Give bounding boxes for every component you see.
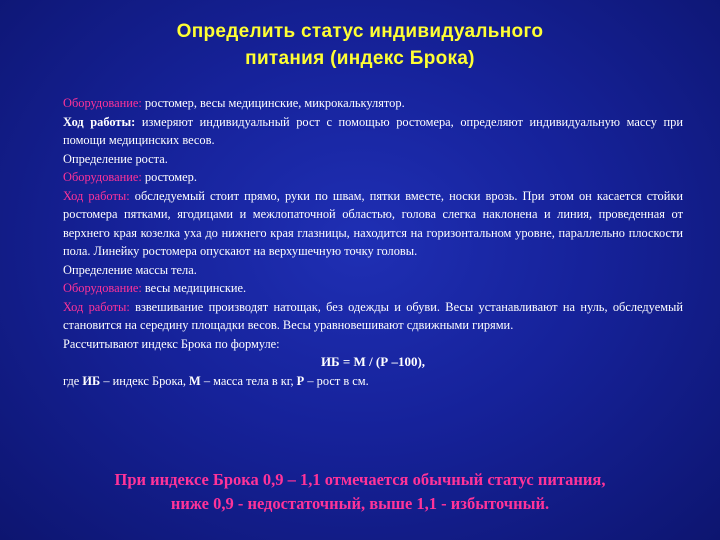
- conclusion-line-1: При индексе Брока 0,9 – 1,1 отмечается обычный статус питания,: [114, 470, 606, 489]
- procedure-label: Ход работы:: [63, 114, 136, 129]
- procedure-height: [63, 187, 683, 261]
- procedure-text: обследуемый стоит прямо, руки по швам, пятки вместе, носки врозь. При этом он касается стойки ростомера пятками, ягодицами и межлопаточной областью, голова слегка наклонена и линия, проведенная от верхнего края козелка уха до нижнего края глазницы, находится на горизонтальном уровне, параллельно плоскости пола. Линейку ростомера опускают на верхушечную точку головы.: [63, 188, 683, 258]
- equipment-text: ростомер, весы медицинские, микрокалькулятор.: [141, 96, 405, 110]
- legend-r-text: – рост в см.: [304, 373, 369, 388]
- height-heading: Определение роста.: [63, 151, 168, 166]
- formula-legend: [63, 372, 683, 391]
- equipment-text: ростомер.: [141, 170, 197, 184]
- procedure-general: [63, 113, 683, 150]
- procedure-label: Ход работы:: [63, 299, 130, 314]
- conclusion: [40, 468, 680, 516]
- legend-where: где: [63, 373, 83, 388]
- procedure-text: измеряют индивидуальный рост с помощью ростомера, определяют индивидуальную массу при помощи медицинских весов.: [63, 114, 683, 147]
- legend-m: М: [189, 373, 201, 388]
- equipment-label: Оборудование:: [63, 281, 142, 295]
- procedure-label: Ход работы:: [63, 188, 130, 203]
- conclusion-line-2: ниже 0,9 - недостаточный, выше 1,1 - избыточный.: [170, 494, 550, 513]
- legend-ib: ИБ: [82, 373, 101, 388]
- legend-m-text: – масса тела в кг,: [200, 373, 297, 388]
- equipment-label: Оборудование:: [63, 170, 142, 184]
- equipment-general: [63, 94, 683, 113]
- procedure-mass: [63, 298, 683, 335]
- legend-ib-text: – индекс Брока,: [100, 373, 190, 388]
- title-line-2: питания (индекс Брока): [245, 48, 475, 69]
- equipment-mass: [63, 279, 683, 298]
- equipment-label: Оборудование:: [63, 96, 142, 110]
- slide-title: [0, 18, 720, 72]
- formula-intro: Рассчитывают индекс Брока по формуле:: [63, 336, 280, 351]
- slide-body: [63, 94, 683, 390]
- legend-r: Р: [296, 373, 305, 388]
- title-line-1: Определить статус индивидуального: [176, 21, 544, 42]
- mass-heading: Определение массы тела.: [63, 262, 197, 277]
- equipment-height: [63, 168, 683, 187]
- broca-formula: ИБ = М / (Р –100),: [320, 354, 426, 369]
- procedure-text: взвешивание производят натощак, без одежды и обуви. Весы устанавливают на нуль, обследуемый становится на середину площадки весов. Весы уравновешивают сдвижными гирями.: [63, 299, 683, 332]
- equipment-text: весы медицинские.: [141, 281, 247, 295]
